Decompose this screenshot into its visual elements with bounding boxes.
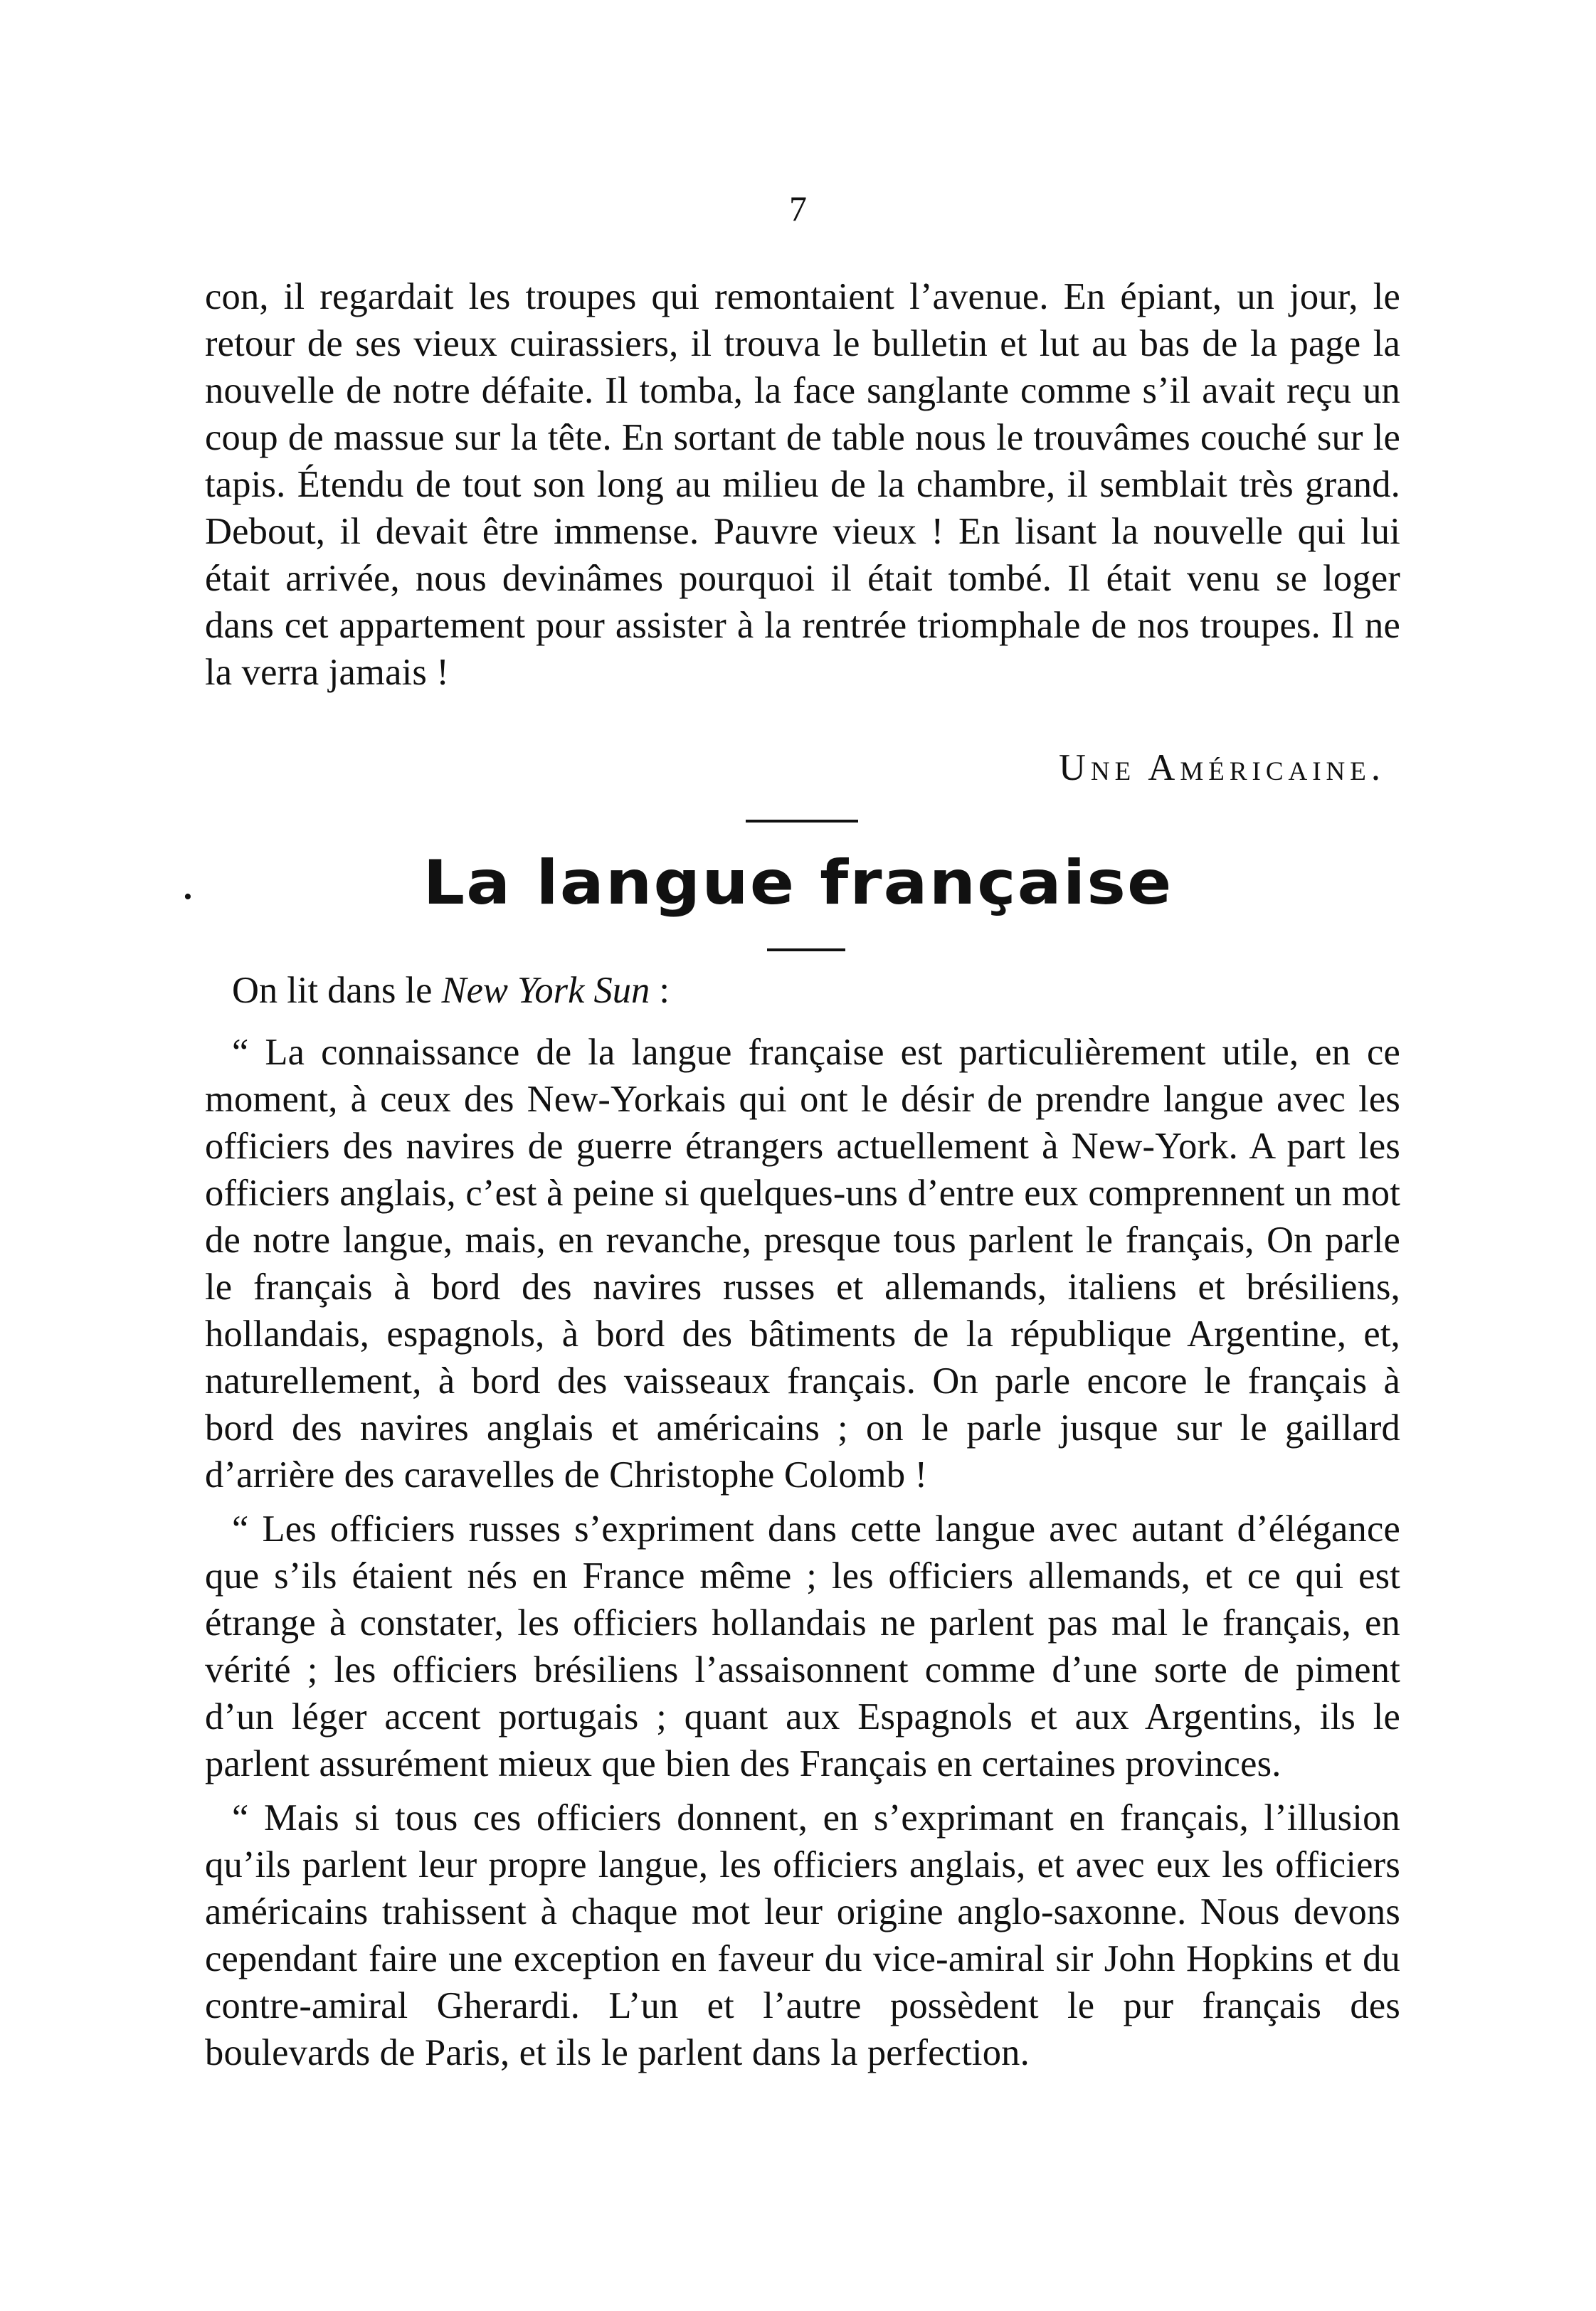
separator-rule-bottom — [767, 948, 845, 951]
article-paragraph: “ Les officiers russes s’expriment dans cette langue avec autant d’élégance que s’ils étaient nés en France même ; les officiers allemands, et ce qui est étrange à constater, les officiers hollandais ne parlent pas mal le français, en vérité ; les officiers brésiliens l’assaisonnent comme d’une sorte de piment d’un léger accent portugais ; quant aux Espagnols et aux Argentins, ils le parlent assurément mieux que bien des Français en certaines provinces. — [205, 1508, 1400, 1784]
article-body — [205, 1029, 1400, 2076]
stray-mark: • — [184, 884, 192, 910]
intro-suffix: : — [650, 970, 670, 1011]
article-paragraph: “ Mais si tous ces officiers donnent, en s’exprimant en français, l’illusion qu’ils parlent leur propre langue, les officiers anglais, et avec eux les officiers américains trahissent à chaque mot leur origine anglo-saxonne. Nous devons cependant faire une exception en faveur du vice-amiral sir John Hopkins et du contre-amiral Gherardi. L’un et l’autre possèdent le pur français des boulevards de Paris, et ils le parlent dans la perfection. — [205, 1797, 1400, 2073]
intro-source: New York Sun — [441, 970, 650, 1011]
article-intro — [232, 967, 670, 1014]
previous-article-text — [205, 273, 1400, 696]
intro-prefix: On lit dans le — [232, 970, 442, 1011]
article-signature: Une Américaine. — [1058, 747, 1385, 788]
article-paragraph: “ La connaissance de la langue française est particulièrement utile, en ce moment, à ceux des New-Yorkais qui ont le désir de prendre langue avec les officiers des navires de guerre étrangers actuellement à New-York. A part les officiers anglais, c’est à peine si quelques-uns d’entre eux comprennent un mot de notre langue, mais, en revanche, presque tous parlent le français, On parle le français à bord des navires russes et allemands, italiens et brésiliens, hollandais, espagnols, à bord des bâtiments de la république Argentine, et, naturellement, à bord des vaisseaux français. On parle encore le français à bord des navires anglais et américains ; on le parle jusque sur le gaillard d’arrière des caravelles de Christophe Colomb ! — [205, 1032, 1400, 1496]
previous-article-paragraph: con, il regardait les troupes qui remontaient l’avenue. En épiant, un jour, le retour de ses vieux cuirassiers, il trouva le bulletin et lut au bas de la page la nouvelle de notre défaite. Il tomba, la face sanglante comme s’il avait reçu un coup de massue sur la tête. En sortant de table nous le trouvâmes couché sur le tapis. Étendu de tout son long au milieu de la chambre, il semblait très grand. Debout, il devait être immense. Pauvre vieux ! En lisant la nouvelle qui lui était arrivée, nous devinâmes pourquoi il était tombé. Il était venu se loger dans cet appartement pour assister à la rentrée triomphale de nos troupes. Il ne la verra jamais ! — [205, 276, 1400, 693]
article-title: La langue française — [423, 847, 1173, 919]
separator-rule-top — [746, 820, 858, 823]
page-number: 7 — [789, 189, 807, 228]
